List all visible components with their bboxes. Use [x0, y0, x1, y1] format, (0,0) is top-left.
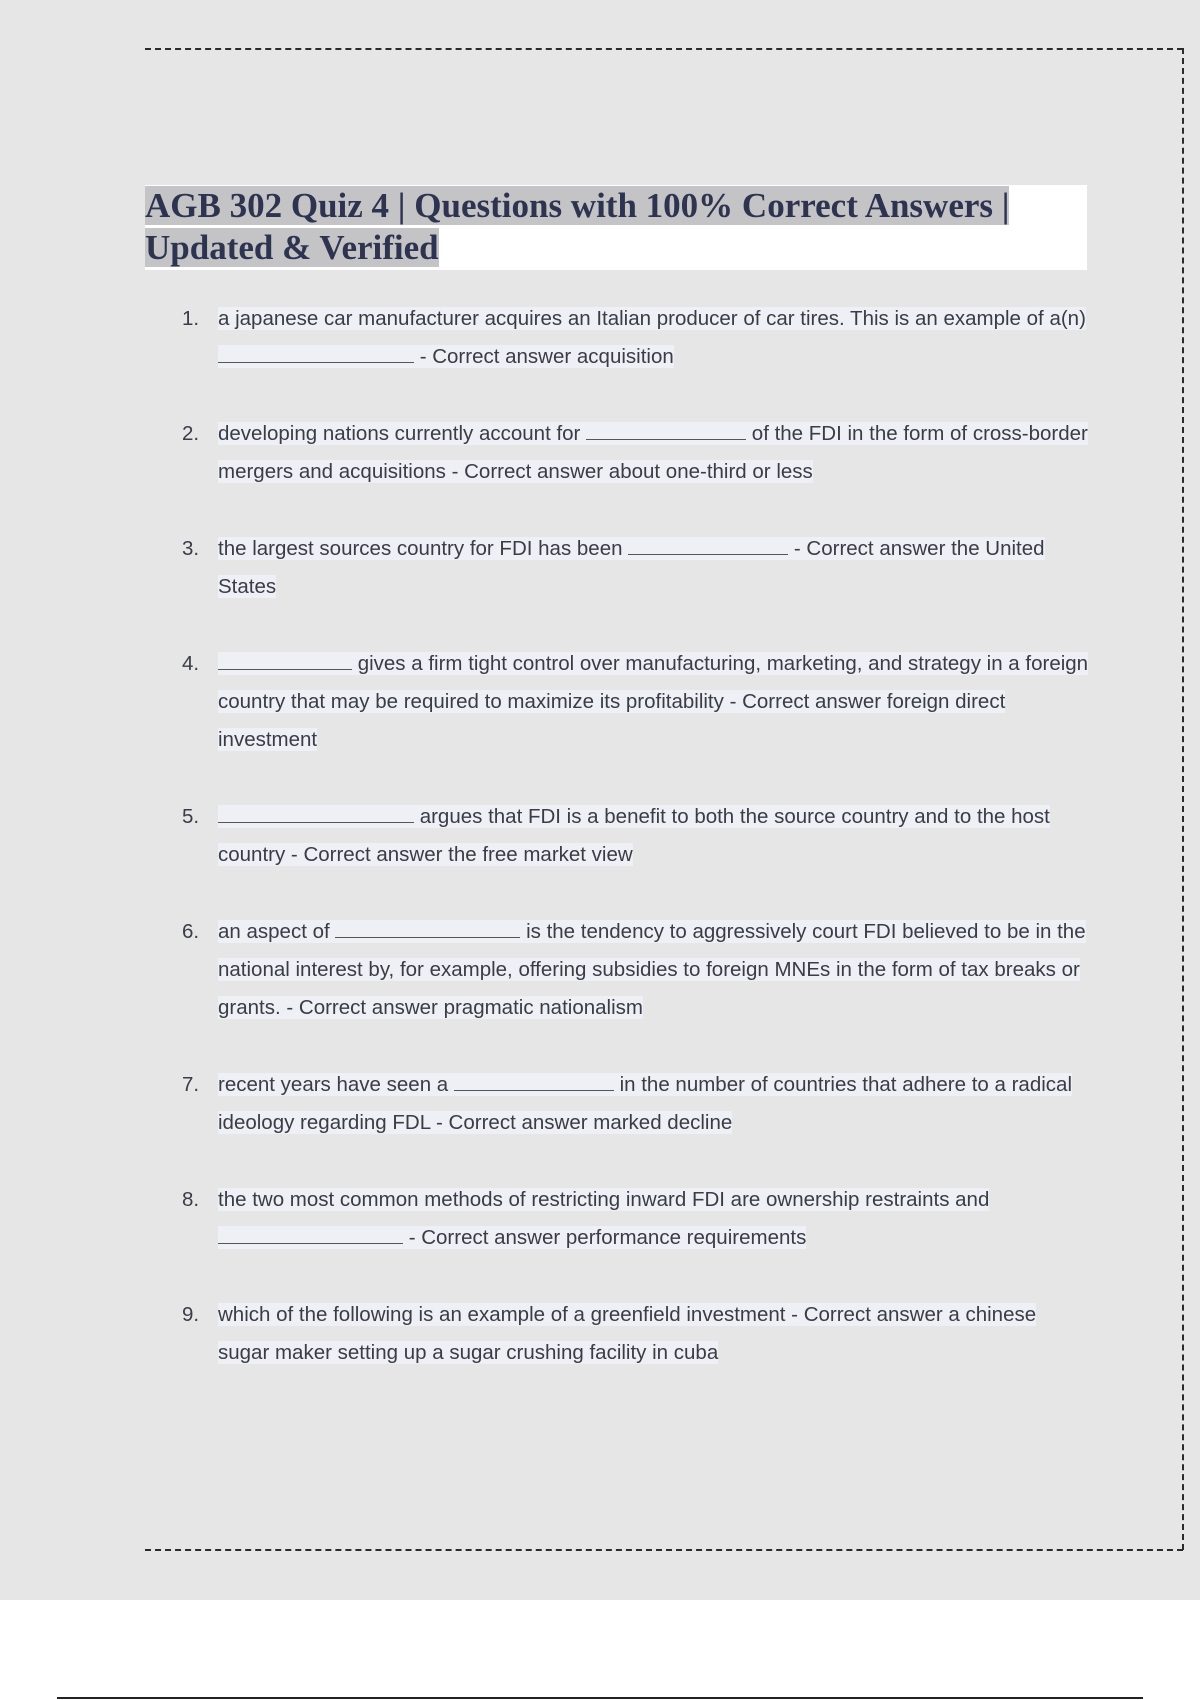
question-text-after: of the FDI in the form of cross-border mergers and acquisitions - Correct answer about one-third or less — [218, 422, 1088, 483]
question-item — [160, 1066, 1090, 1142]
question-list — [160, 300, 1090, 1411]
answer-blank — [454, 1068, 614, 1091]
answer-blank — [628, 532, 788, 555]
question-text-after: gives a firm tight control over manufacturing, marketing, and strategy in a foreign country that may be required to maximize its profitability - Correct answer foreign direct investment — [218, 652, 1089, 751]
question-number: 1. — [182, 307, 200, 330]
question-text — [218, 1073, 1072, 1134]
question-item — [160, 913, 1090, 1027]
footer-rule — [57, 1697, 1143, 1699]
question-item — [160, 1181, 1090, 1257]
question-text-before: recent years have seen a — [218, 1073, 454, 1096]
question-number: 9. — [182, 1303, 200, 1326]
question-text — [218, 307, 1086, 368]
question-item — [160, 1296, 1090, 1372]
question-text — [218, 1303, 1036, 1364]
question-text-before: an aspect of — [218, 920, 336, 943]
dashed-border-bottom — [145, 1549, 1183, 1551]
answer-blank — [218, 340, 414, 363]
dashed-border-right — [1182, 48, 1184, 1550]
answer-blank — [335, 915, 520, 938]
question-number: 6. — [182, 920, 200, 943]
question-text — [218, 805, 1050, 866]
question-number: 7. — [182, 1073, 200, 1096]
question-item — [160, 300, 1090, 376]
question-item — [160, 530, 1090, 606]
dashed-border-top — [145, 48, 1183, 50]
question-text — [218, 652, 1088, 751]
question-text-after: is the tendency to aggressively court FDI believed to be in the national interest by, for example, offering subsidies to foreign MNEs in the form of tax breaks or grants. - Correct answer pragmatic nationalism — [218, 920, 1086, 1019]
question-number: 4. — [182, 652, 200, 675]
question-text-after: argues that FDI is a benefit to both the source country and to the host country - Correct answer the free market view — [218, 805, 1050, 866]
question-text — [218, 920, 1086, 1019]
question-item — [160, 798, 1090, 874]
answer-blank — [586, 417, 746, 440]
question-text — [218, 422, 1088, 483]
question-text-before: a japanese car manufacturer acquires an Italian producer of car tires. This is an example of a(n) — [218, 307, 1086, 330]
question-text — [218, 1188, 989, 1249]
title-line-1: AGB 302 Quiz 4 | Questions with 100% Correct Answers | — [145, 186, 1010, 225]
question-item — [160, 645, 1090, 759]
question-text-after: - Correct answer the United States — [218, 537, 1045, 598]
question-number: 5. — [182, 805, 200, 828]
question-number: 8. — [182, 1188, 200, 1211]
question-text-after: - Correct answer acquisition — [414, 345, 674, 368]
title-line-2: Updated & Verified — [145, 228, 439, 267]
question-text-after: - Correct answer performance requirements — [403, 1226, 807, 1249]
question-text-after: in the number of countries that adhere to a radical ideology regarding FDL - Correct answer marked decline — [218, 1073, 1072, 1134]
question-number: 2. — [182, 422, 200, 445]
question-item — [160, 415, 1090, 491]
answer-blank — [218, 1221, 403, 1244]
question-text-before: developing nations currently account for — [218, 422, 587, 445]
question-text-before: which of the following is an example of a greenfield investment - Correct answer a chinese sugar maker setting up a sugar crushing facility in cuba — [218, 1303, 1037, 1364]
question-number: 3. — [182, 537, 200, 560]
question-text-before: the two most common methods of restricting inward FDI are ownership restraints and — [218, 1188, 990, 1211]
document-title — [145, 185, 1085, 269]
answer-blank — [218, 647, 352, 670]
question-text — [218, 537, 1045, 598]
answer-blank — [218, 800, 414, 823]
question-text-before: the largest sources country for FDI has been — [218, 537, 629, 560]
